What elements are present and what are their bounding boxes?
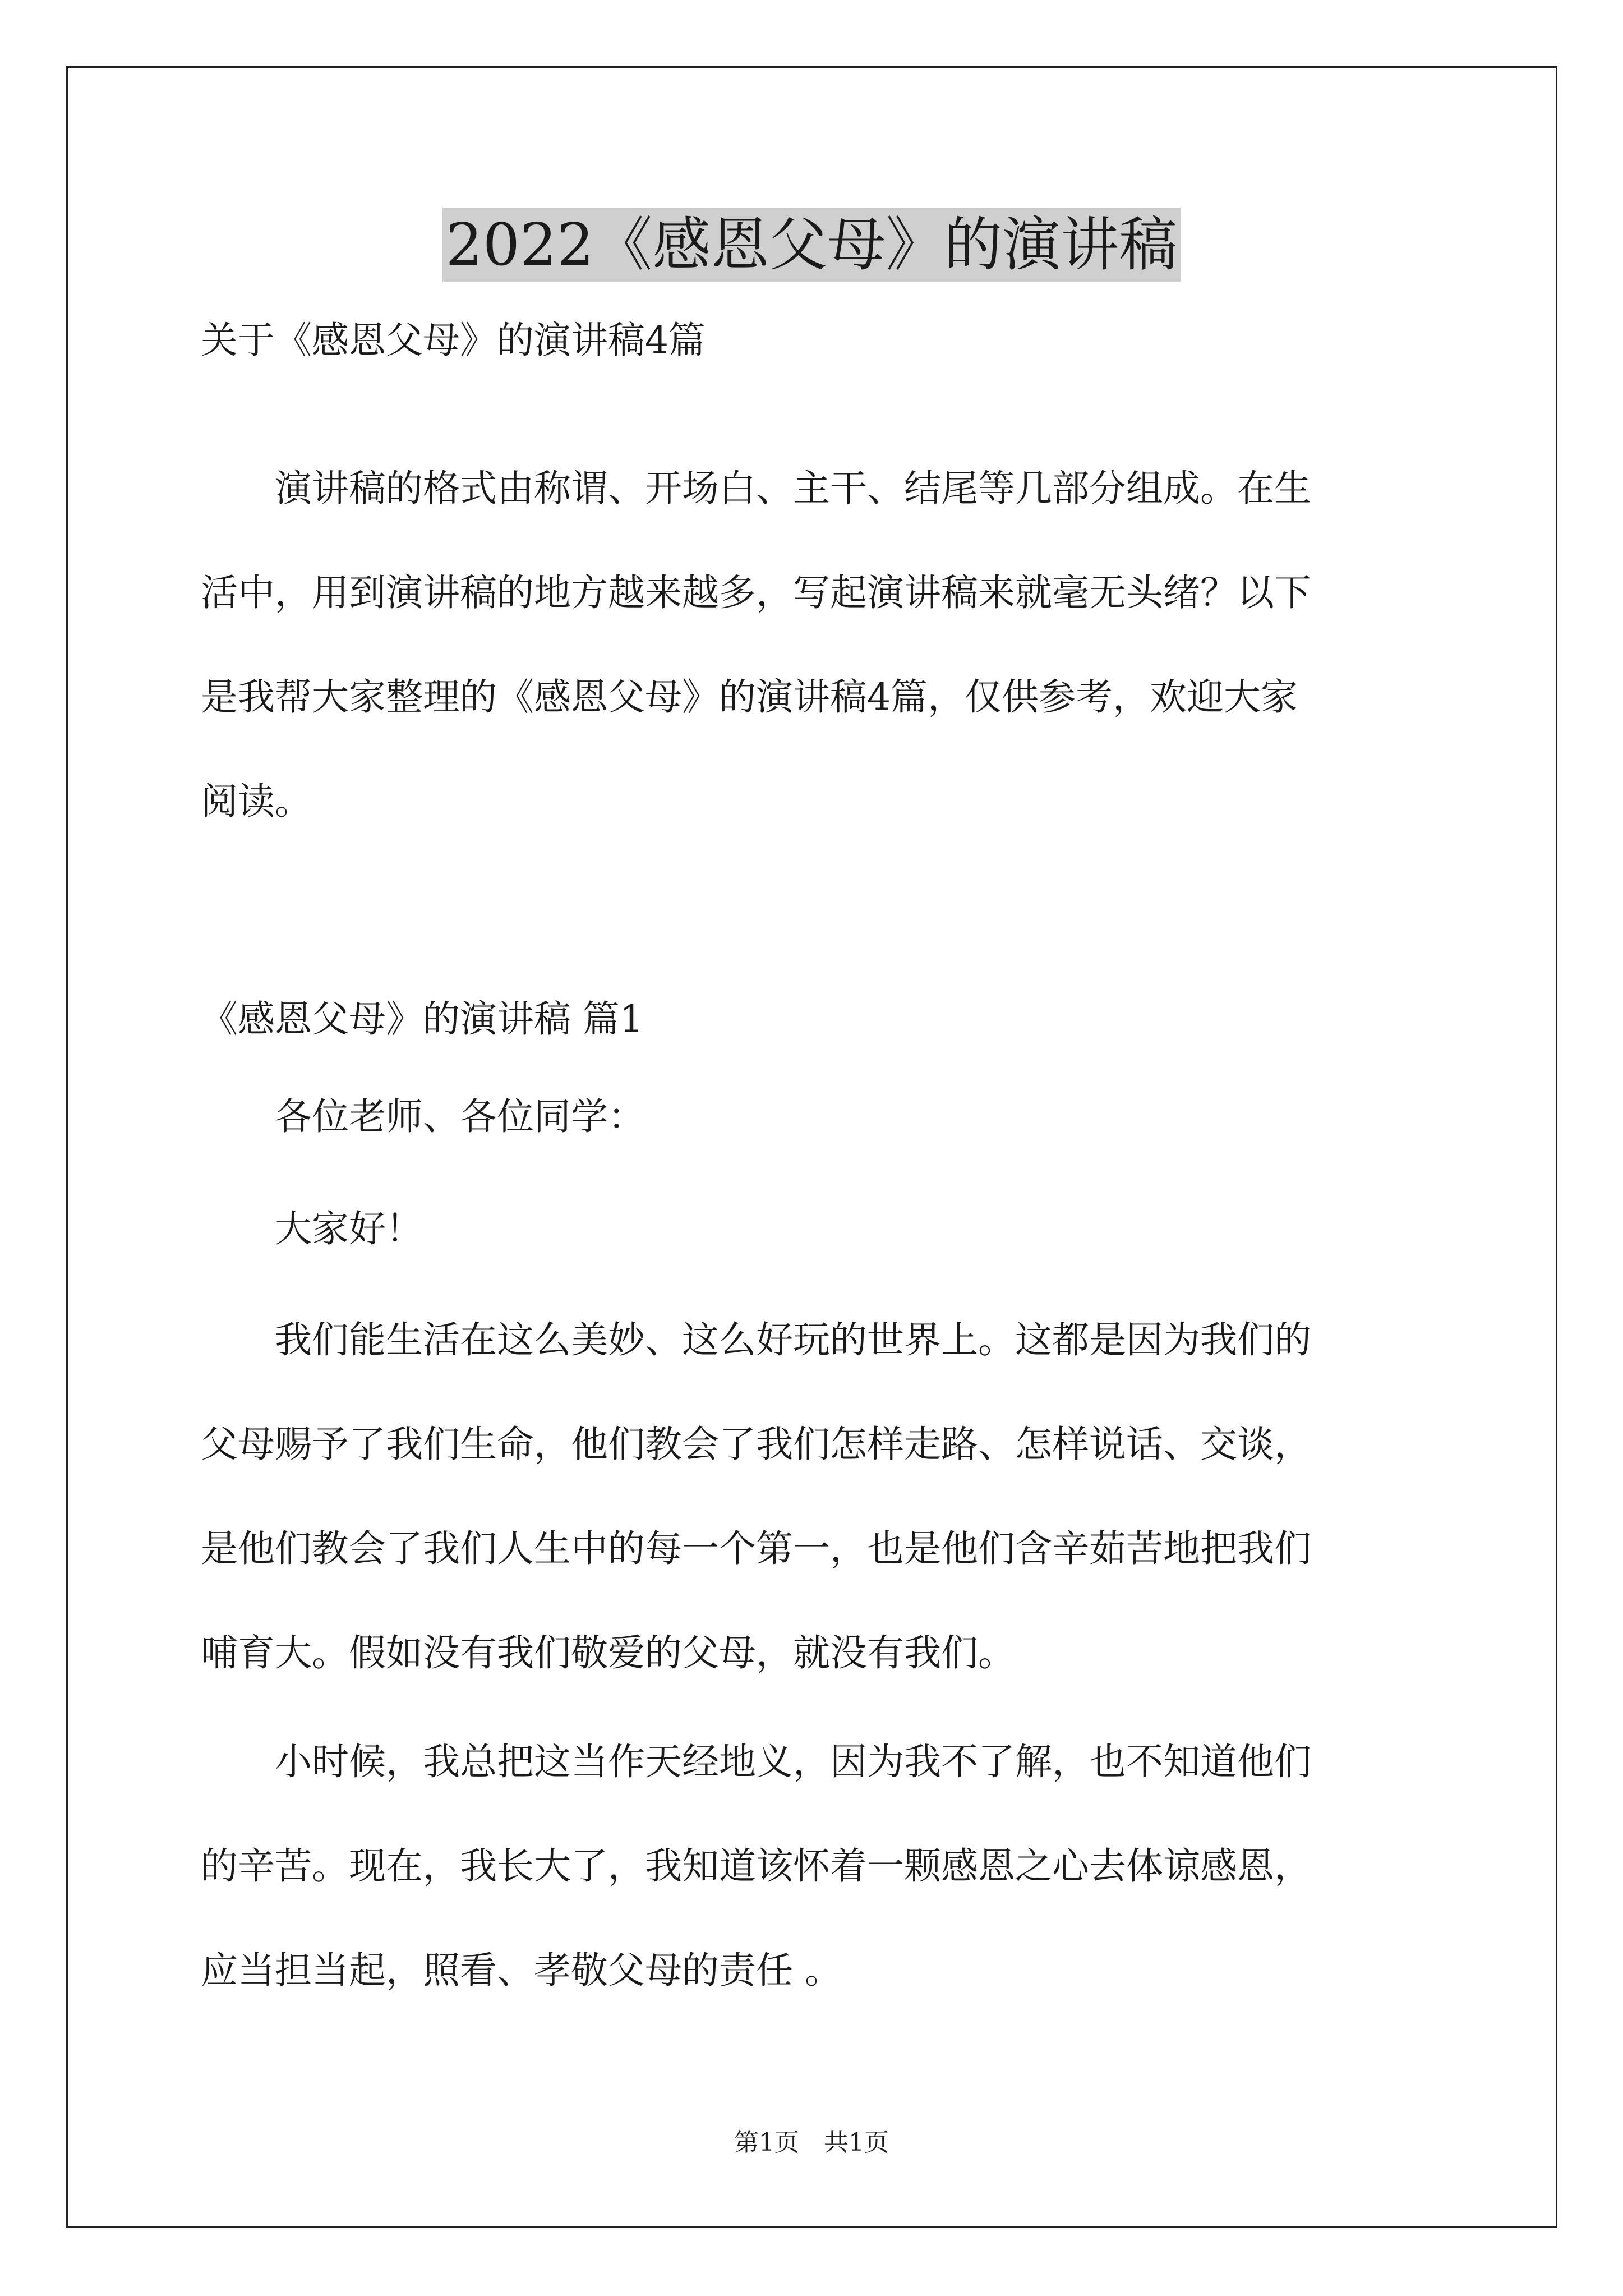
paragraph-line: 的辛苦。现在，我长大了，我知道该怀着一颗感恩之心去体谅感恩，	[201, 1844, 1311, 1888]
paragraph-line: 父母赐予了我们生命，他们教会了我们怎样走路、怎样说话、交谈，	[201, 1423, 1311, 1466]
paragraph-line: 是他们教会了我们人生中的每一个第一，也是他们含辛茹苦地把我们	[201, 1527, 1311, 1570]
document-subtitle: 关于《感恩父母》的演讲稿4篇	[201, 319, 706, 362]
intro-line: 活中，用到演讲稿的地方越来越多，写起演讲稿来就毫无头绪？以下	[201, 571, 1311, 614]
section-heading: 《感恩父母》的演讲稿 篇1	[201, 997, 643, 1041]
page-border	[66, 66, 1557, 2228]
intro-line: 阅读。	[201, 780, 312, 823]
paragraph-line: 小时候，我总把这当作天经地义，因为我不了解，也不知道他们	[201, 1740, 1311, 1783]
paragraph-line: 哺育大。假如没有我们敬爱的父母，就没有我们。	[201, 1631, 1015, 1674]
page-footer: 第1页 共1页	[734, 2128, 889, 2157]
salutation: 各位老师、各位同学：	[201, 1095, 645, 1138]
title-block	[0, 208, 1623, 282]
greeting: 大家好！	[201, 1207, 423, 1250]
intro-line: 演讲稿的格式由称谓、开场白、主干、结尾等几部分组成。在生	[201, 467, 1311, 510]
paragraph-line: 应当担当起，照看、孝敬父母的责任 。	[201, 1949, 842, 1992]
document-title: 2022《感恩父母》的演讲稿	[442, 208, 1181, 282]
paragraph-line: 我们能生活在这么美妙、这么好玩的世界上。这都是因为我们的	[201, 1318, 1311, 1361]
intro-line: 是我帮大家整理的《感恩父母》的演讲稿4篇，仅供参考，欢迎大家	[201, 675, 1298, 719]
